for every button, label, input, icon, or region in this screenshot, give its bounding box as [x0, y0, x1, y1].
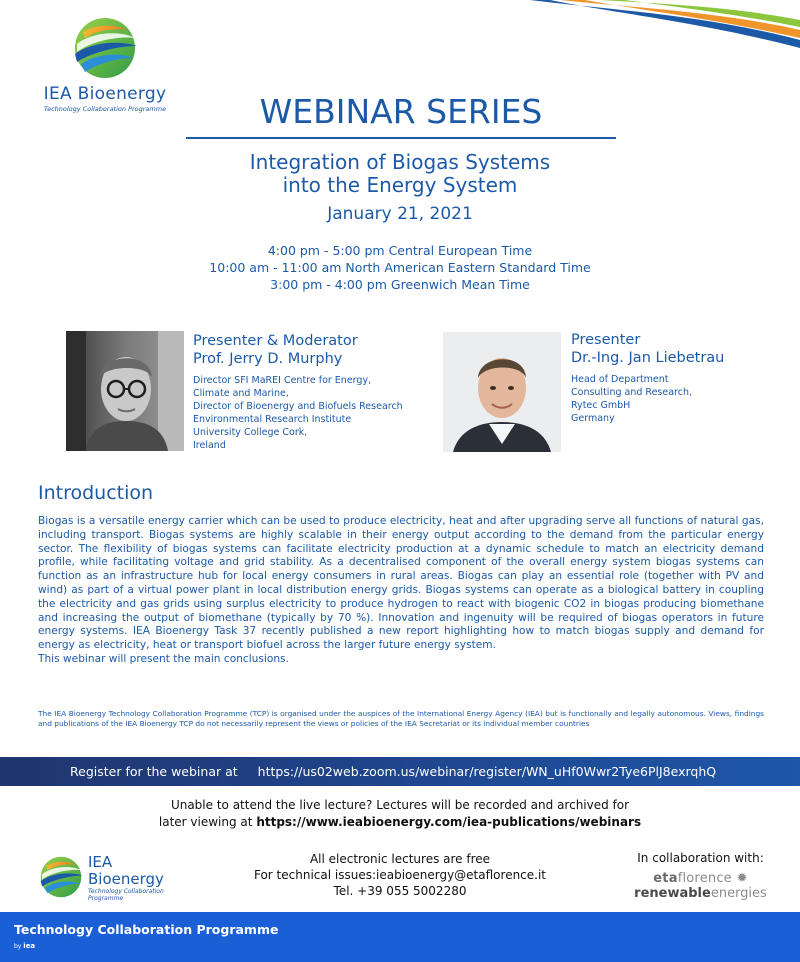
recorded-line2: [120, 814, 680, 831]
footer-title: Technology Collaboration Programme: [14, 922, 279, 937]
bio-line: Germany: [571, 413, 615, 424]
introduction-body: [38, 515, 764, 667]
bottom-logo-line1: IEA: [88, 853, 113, 871]
collaboration-label: In collaboration with:: [637, 851, 764, 865]
presenter-name: Dr.-Ing. Jan Liebetrau: [571, 350, 725, 366]
portrait-image: [443, 332, 561, 452]
presenter-card-murphy: [193, 332, 433, 452]
iea-bioenergy-logo-bottom: [38, 852, 188, 906]
webinar-title: [150, 151, 650, 197]
globe-icon: [38, 854, 84, 900]
recorded-notice: [120, 797, 680, 831]
logo-tagline: Technology Collaboration Programme: [43, 105, 167, 113]
introduction-heading: Introduction: [38, 482, 154, 504]
time-cet: 4:00 pm - 5:00 pm Central European Time: [267, 243, 533, 258]
registration-link[interactable]: https://us02web.zoom.us/webinar/register/WN_uHf0Wwr2Tye6PlJ8exrqhQ: [257, 764, 717, 779]
series-title: WEBINAR SERIES: [259, 92, 543, 131]
bio-line: Environmental Research Institute: [193, 414, 352, 425]
webinar-title-line2: into the Energy System: [282, 173, 518, 197]
presenter-name: Prof. Jerry D. Murphy: [193, 351, 343, 367]
presenter-bio: [571, 373, 781, 425]
decorative-swoosh: [530, 0, 800, 48]
sun-icon: ✹: [736, 871, 748, 886]
introduction-closing: This webinar will present the main conclusions.: [38, 652, 289, 665]
logo-name: IEA Bioenergy: [43, 84, 167, 104]
presenter-photo-liebetrau: [443, 332, 561, 452]
footer-by: by: [14, 943, 22, 950]
time-est: 10:00 am - 11:00 am North American Eastern Standard Time: [209, 260, 591, 275]
contact-info: [230, 851, 570, 899]
recorded-prefix: later viewing at: [158, 815, 253, 829]
re-logo-thin: energies: [710, 886, 767, 901]
footer-bar: [0, 912, 800, 962]
bottom-logo-name: [88, 854, 164, 888]
telephone-text: Tel. +39 055 5002280: [333, 884, 467, 898]
webinar-times: [150, 242, 650, 293]
presenter-photo-murphy: [66, 331, 184, 451]
portrait-image: [66, 331, 184, 451]
webinar-date: January 21, 2021: [327, 204, 473, 224]
disclaimer: The IEA Bioenergy Technology Collaboration Programme (TCP) is organised under the auspices of the International Energy Agency (IEA) but is functionally and legally autonomous. Views, findings and publications of the IEA Bioenergy TCP do not necessarily represent the views or policies of the IEA Secretariat or its individual member countries: [38, 709, 764, 728]
bottom-logo-line2: Bioenergy: [88, 870, 164, 888]
bio-line: Director of Bioenergy and Biofuels Research: [193, 401, 403, 412]
bio-line: University College Cork,: [193, 427, 308, 438]
time-gmt: 3:00 pm - 4:00 pm Greenwich Mean Time: [270, 277, 530, 292]
bio-line: Ireland: [193, 440, 226, 451]
presenter-card-liebetrau: [571, 331, 781, 425]
renewable-energies-logo: [618, 886, 783, 901]
re-logo-bold: renewable: [634, 886, 711, 901]
presenter-role: Presenter: [571, 332, 641, 348]
registration-bar: [0, 757, 800, 786]
presenter-bio: [193, 374, 433, 452]
title-divider: [186, 137, 616, 139]
free-lectures-text: All electronic lectures are free: [309, 852, 491, 866]
bio-line: Consulting and Research,: [571, 387, 692, 398]
bio-line: Head of Department: [571, 374, 669, 385]
presenter-role: Presenter & Moderator: [193, 333, 358, 349]
iea-bioenergy-logo: [40, 14, 170, 113]
collaboration-block: [618, 851, 783, 901]
bio-line: Director SFI MaREI Centre for Energy,: [193, 375, 372, 386]
registration-label: Register for the webinar at: [70, 764, 238, 779]
iea-logo: iea: [23, 942, 36, 950]
eta-logo-thin: florence: [677, 871, 732, 886]
globe-icon: [71, 14, 139, 82]
bio-line: Climate and Marine,: [193, 388, 289, 399]
webinar-title-line1: Integration of Biogas Systems: [249, 150, 551, 174]
introduction-text: Biogas is a versatile energy carrier which can be used to produce electricity, heat and after upgrading serve all functions of natural gas, including transport. Biogas systems are highly scalable in their energy output according to the demand from the particular energy sector. The flexibility of biogas systems can facilitate electricity production at a dynamic schedule to match an electricity demand profile, while facilitating voltage and grid stability. As a decentralised component of the overall energy system biogas systems can function as an infrastructure hub for local energy consumers in rural areas. Biogas can play an essential role (together with PV and wind) as part of a virtual power plant in local distribution energy grids. Biogas systems can operate as a biological battery in coupling the electricity and gas grids using surplus electricity to produce hydrogen to react with biogenic CO2 in biogas producing biomethane and increasing the output of biomethane (typically by 70 %). Innovation and ingenuity will be required of biogas operators in future energy systems. IEA Bioenergy Task 37 recently published a new report highlighting how to match biogas supply and demand for energy as electricity, heat or transport biofuel across the larger future energy system.: [38, 515, 764, 652]
eta-florence-logo: [618, 871, 783, 886]
bottom-logo-tagline: Technology Collaboration Programme: [88, 888, 164, 902]
technical-support-text: For technical issues:ieabioenergy@etaflorence.it: [253, 868, 547, 882]
recorded-line1: Unable to attend the live lecture? Lectures will be recorded and archived for: [170, 798, 630, 812]
eta-logo-bold: eta: [653, 871, 678, 886]
bio-line: Rytec GmbH: [571, 400, 631, 411]
webinars-archive-link[interactable]: https://www.ieabioenergy.com/iea-publications/webinars: [256, 815, 642, 829]
footer-by-iea: [14, 942, 35, 950]
